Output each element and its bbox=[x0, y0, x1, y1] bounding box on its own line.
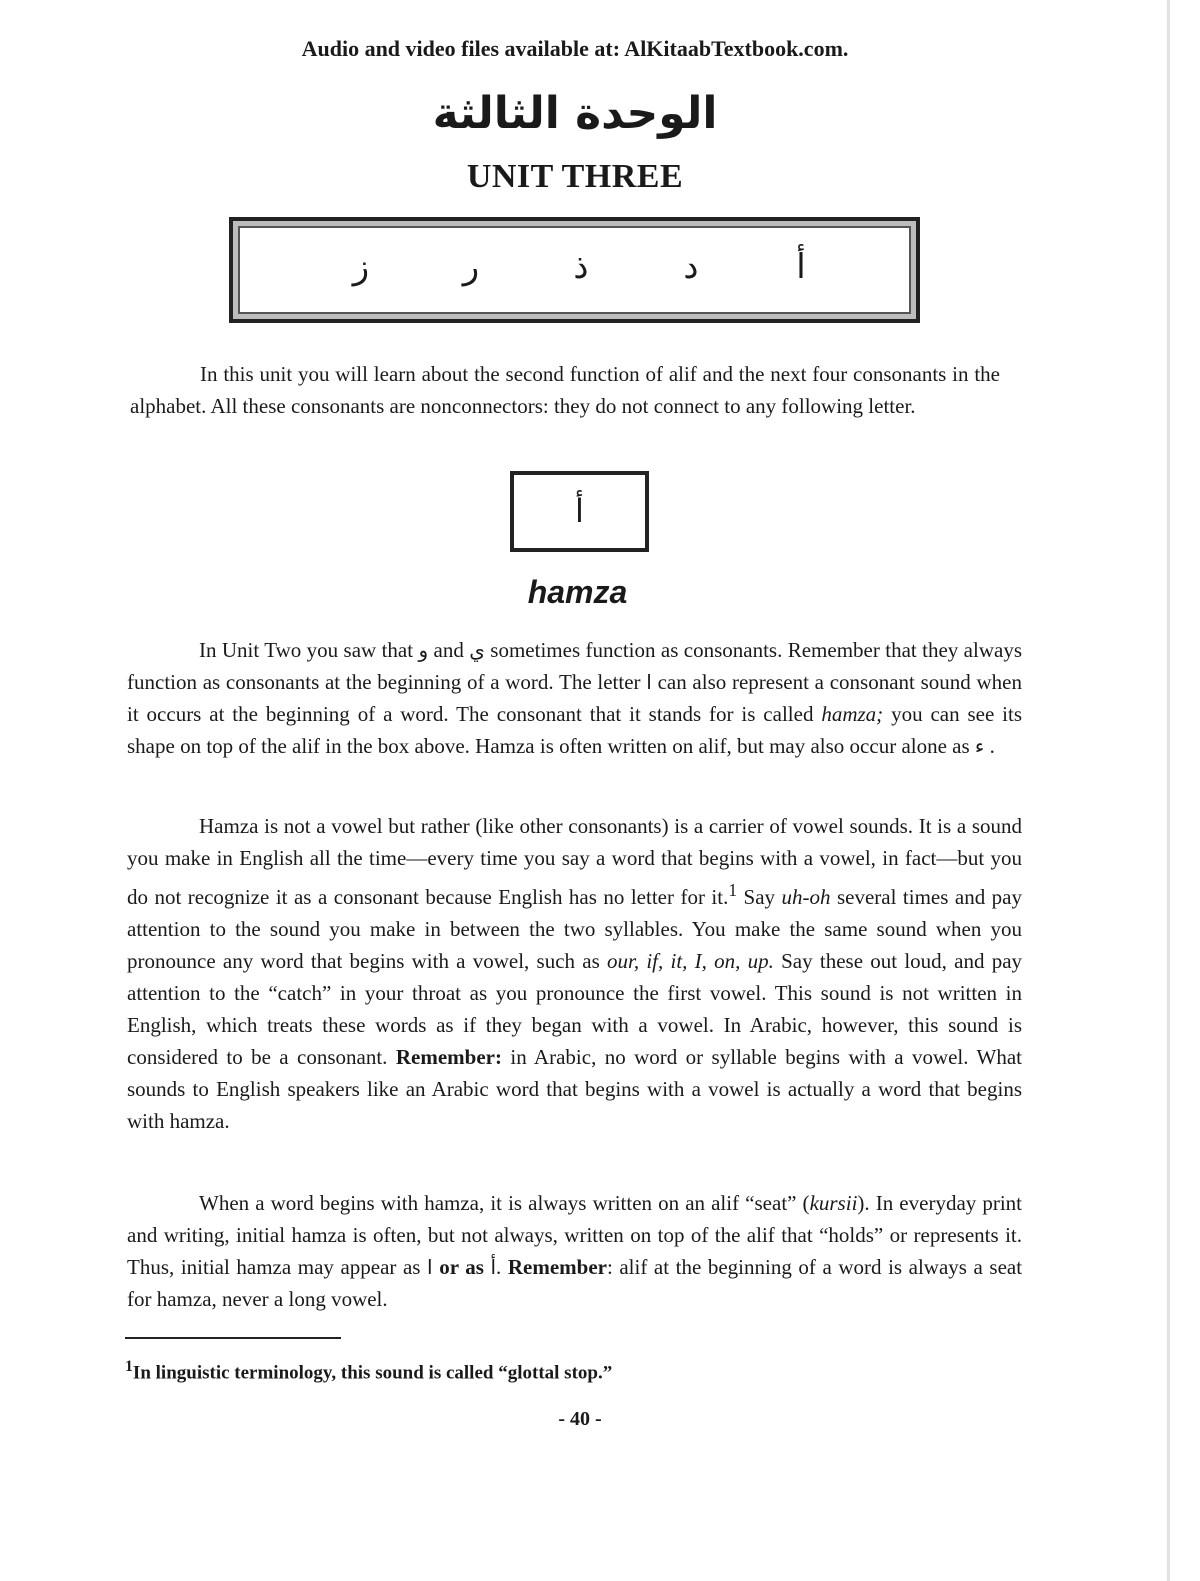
intro-text: In this unit you will learn about the second function of alif and the next four consonants in the alphabet. All these consonants are nonconnectors: they do not connect to any following letter. bbox=[130, 362, 1000, 418]
unit-title: UNIT THREE bbox=[466, 158, 684, 195]
p3-text-4: : alif at the beginning of a word is always a seat for hamza, never a long vowel. bbox=[127, 1255, 1023, 1311]
paragraph-3 bbox=[127, 1187, 1022, 1315]
paragraph-2 bbox=[127, 810, 1022, 1137]
example-words: our, if, it, I, on, up. bbox=[607, 949, 774, 973]
footnote-text: In linguistic terminology, this sound is called “glottal stop.” bbox=[132, 1362, 613, 1384]
p3-text-2: ). In everyday print and writing, initial hamza is often, but not always, written on top of the alif that “holds” or represents it. Thus, initial hamza may appear as bbox=[127, 1191, 1023, 1279]
p3-text-1: When a word begins with hamza, it is always written on an alif “seat” ( bbox=[199, 1191, 810, 1215]
intro-paragraph bbox=[130, 358, 1000, 422]
page-edge bbox=[1167, 0, 1170, 1581]
hamza-glyph: ء bbox=[974, 734, 985, 758]
alif-hamza-box: أ bbox=[510, 471, 649, 552]
yaa-letter: ي bbox=[469, 638, 485, 662]
letter-ra: ر bbox=[462, 247, 480, 287]
or-as: or as bbox=[439, 1255, 484, 1279]
p1-text-1: In Unit Two you saw that bbox=[199, 638, 414, 662]
alif-with-hamza: أ bbox=[490, 1255, 497, 1279]
letters-row bbox=[233, 247, 916, 297]
alif-plain: ا bbox=[427, 1255, 433, 1279]
p1-text-4: can also represent a consonant sound when it occurs at the beginning of a word. The consonant that it stands for is called bbox=[127, 670, 1022, 726]
paragraph-1 bbox=[127, 634, 1022, 762]
footnote bbox=[125, 1358, 612, 1384]
remember-label: Remember: bbox=[395, 1045, 502, 1069]
letter-alif-hamza: أ bbox=[796, 247, 806, 287]
alif-letter: ا bbox=[646, 670, 652, 694]
remember-label-2: Remember bbox=[507, 1255, 607, 1279]
p2-text-4: Say these out loud, and pay attention to the “catch” in your throat as you pronounce the first vowel. This sound is not written in English, which treats these words as if they began with a vowel. In Arabic, however, this sound is considered to be a consonant. bbox=[127, 949, 1023, 1069]
unit-arabic-title: الوحدة الثالثة bbox=[432, 88, 718, 139]
p1-text-6: . bbox=[989, 734, 995, 758]
letters-box bbox=[229, 217, 920, 323]
kursii-term: kursii bbox=[809, 1191, 858, 1215]
p1-text-2: and bbox=[433, 638, 464, 662]
letter-dal: د bbox=[683, 247, 699, 287]
letter-dhal: ذ bbox=[573, 247, 589, 287]
footnote-mark: 1 bbox=[125, 1358, 133, 1375]
footnote-rule bbox=[125, 1337, 341, 1339]
p2-text-5: in Arabic, no word or syllable begins with a vowel. What sounds to English speakers like an Arabic word that begins with a vowel is actually a word that begins with hamza. bbox=[127, 1045, 1023, 1133]
footnote-ref: 1 bbox=[728, 880, 738, 900]
uh-oh-term: uh-oh bbox=[781, 885, 831, 909]
p2-text-1: Hamza is not a vowel but rather (like other consonants) is a carrier of vowel sounds. It is a sound you make in English all the time—every time you say a word that begins with a vowel, in fact—but you do not recognize it as a consonant because English has no letter for it. bbox=[127, 814, 1022, 909]
page-number: - 40 - bbox=[558, 1408, 602, 1430]
p1-text-3: sometimes function as consonants. Remember that they always function as consonants at the beginning of a word. The letter bbox=[127, 638, 1022, 694]
section-heading: hamza bbox=[527, 574, 628, 610]
p2-text-3: several times and pay attention to the sound you make in between the two syllables. You make the same sound when you pronounce any word that begins with a vowel, such as bbox=[127, 885, 1022, 973]
p1-text-5: you can see its shape on top of the alif in the box above. Hamza is often written on alif, but may also occur alone as bbox=[127, 702, 1023, 758]
hamza-term: hamza; bbox=[821, 702, 884, 726]
letter-zay: ز bbox=[352, 247, 370, 287]
p2-text-2: Say bbox=[743, 885, 776, 909]
header-note: Audio and video files available at: AlKitaabTextbook.com. bbox=[301, 36, 849, 61]
p3-text-3: . bbox=[496, 1255, 502, 1279]
waw-letter: و bbox=[418, 638, 429, 662]
